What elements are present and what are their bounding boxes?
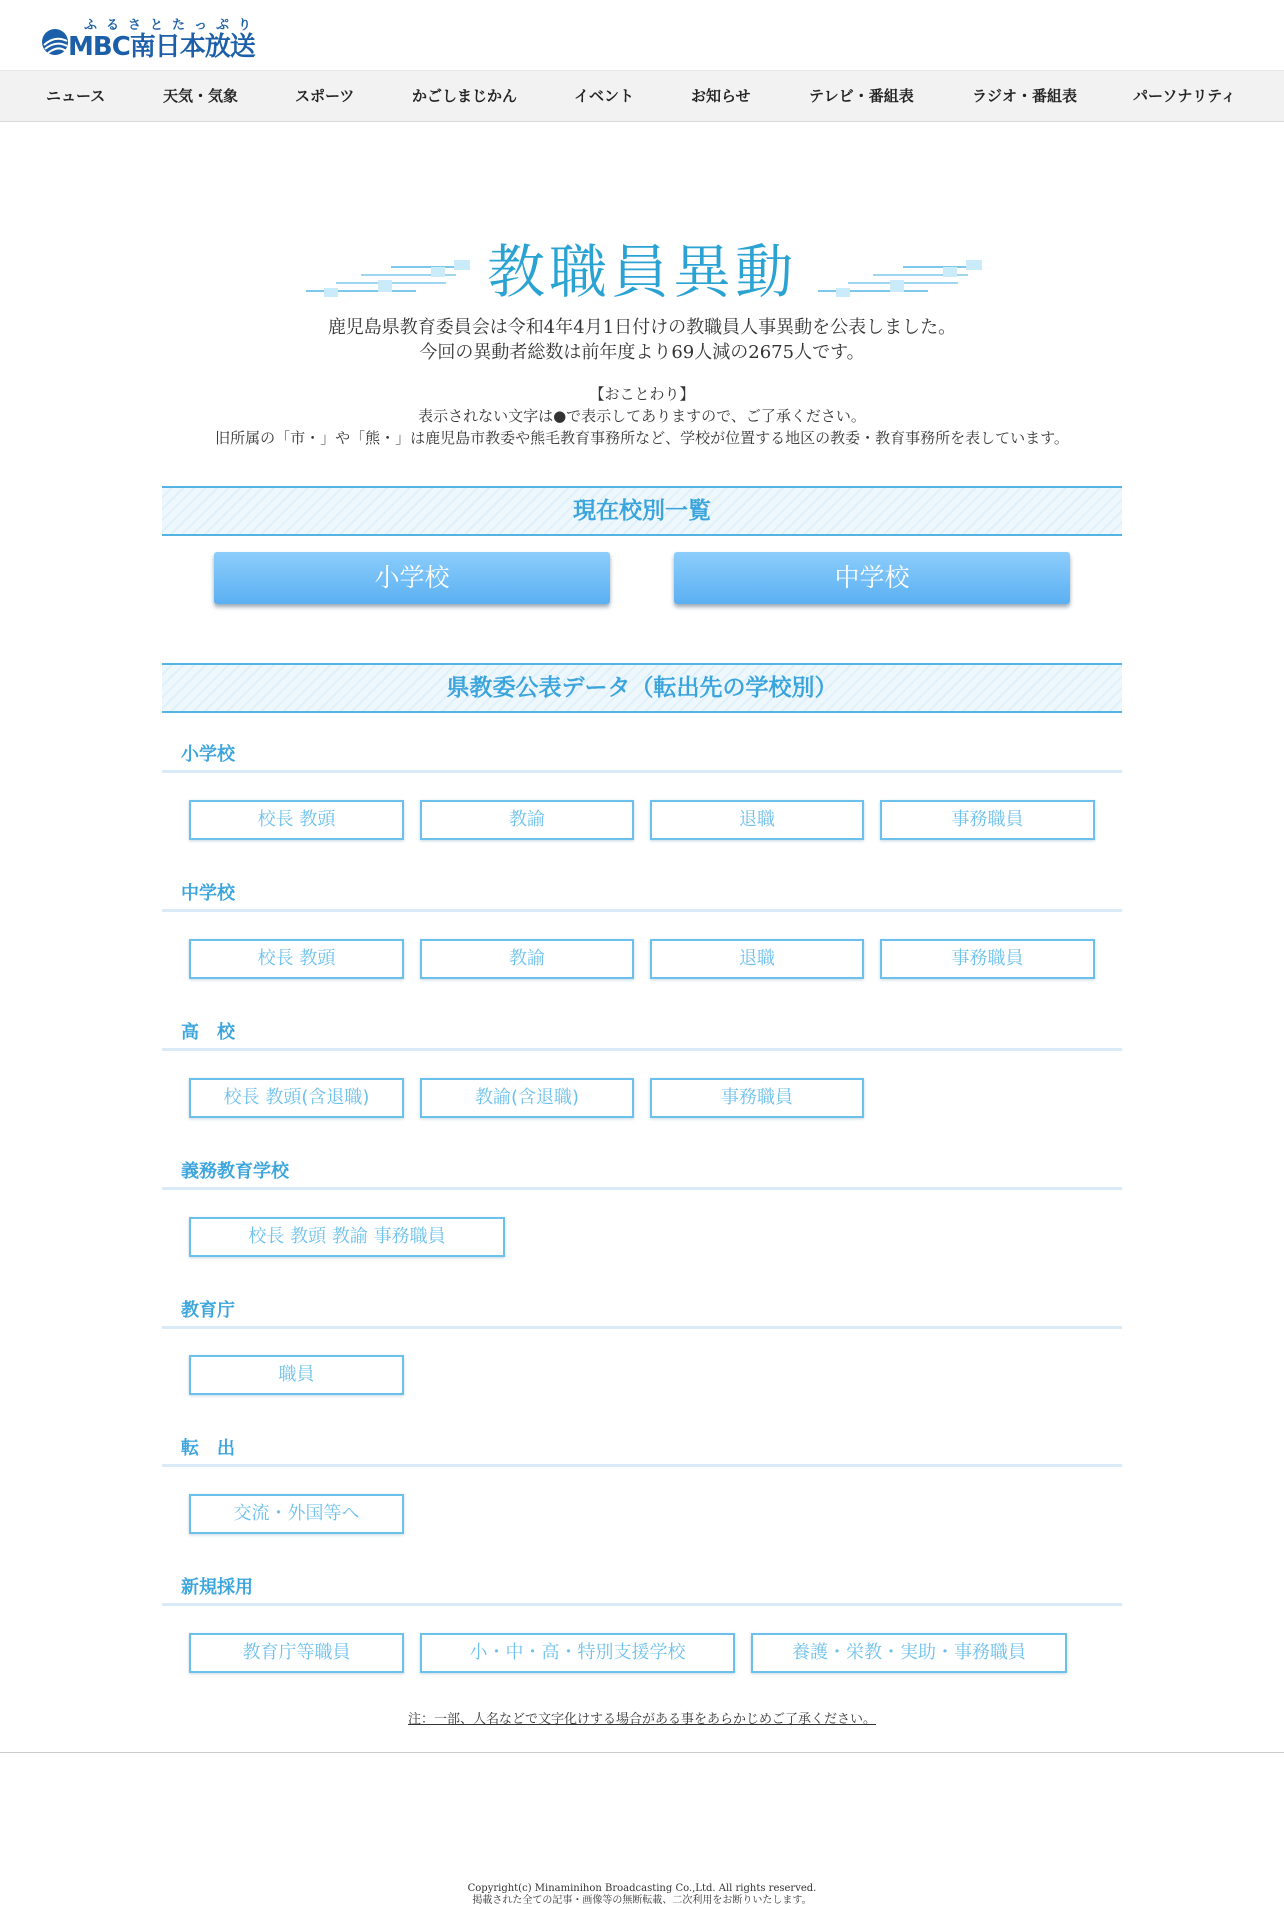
new-school-teachers-button[interactable]: 小・中・高・特別支援学校 xyxy=(420,1633,735,1673)
section-heading-current-school: 現在校別一覧 xyxy=(162,486,1122,536)
compulsory-all-staff-button[interactable]: 校長 教頭 教諭 事務職員 xyxy=(189,1217,505,1257)
category-junior-high xyxy=(162,881,1122,912)
intro-text xyxy=(0,315,1284,365)
nav-item-tv[interactable]: テレビ・番組表 xyxy=(809,87,914,105)
footer xyxy=(0,1883,1284,1907)
site-header xyxy=(0,0,1284,70)
hs-office-staff-button[interactable]: 事務職員 xyxy=(650,1078,864,1118)
nav-item-sports[interactable]: スポーツ xyxy=(295,87,355,105)
category-elementary xyxy=(162,742,1122,773)
jhs-principal-button[interactable]: 校長 教頭 xyxy=(189,939,404,979)
nav-item-kagoshima-jikan[interactable]: かごしまじかん xyxy=(412,87,518,105)
category-compulsory-school xyxy=(162,1159,1122,1190)
junior-high-school-button[interactable]: 中学校 xyxy=(674,552,1070,604)
hero xyxy=(0,225,1284,305)
nav-item-news[interactable]: ニュース xyxy=(46,87,106,105)
hs-teacher-button[interactable]: 教諭(含退職) xyxy=(420,1078,634,1118)
notice-title: 【おことわり】 xyxy=(589,385,695,403)
logo-tagline: ふるさとたっぷり xyxy=(84,18,261,33)
footer-divider xyxy=(0,1752,1284,1753)
category-label: 新規採用 xyxy=(181,1577,253,1598)
category-label: 中学校 xyxy=(181,883,235,904)
logo-swirl-icon xyxy=(40,27,70,57)
logo-text: MBC南日本放送 xyxy=(68,32,255,62)
category-label: 高 校 xyxy=(181,1022,235,1043)
elem-office-staff-button[interactable]: 事務職員 xyxy=(880,800,1095,840)
elementary-school-button[interactable]: 小学校 xyxy=(214,552,610,604)
disclaimer-note: 注：一部、人名などで文字化けする場合がある事をあらかじめご了承ください。 xyxy=(407,1712,876,1727)
hs-principal-button[interactable]: 校長 教頭(含退職) xyxy=(189,1078,404,1118)
category-new-hires xyxy=(162,1575,1122,1606)
category-label: 小学校 xyxy=(181,744,235,765)
intro-line: 今回の異動者総数は前年度より69人減の2675人です。 xyxy=(419,342,865,363)
main-nav xyxy=(0,70,1284,122)
section-heading-prefecture-data: 県教委公表データ（転出先の学校別） xyxy=(162,663,1122,713)
new-support-staff-button[interactable]: 養護・栄教・実助・事務職員 xyxy=(751,1633,1067,1673)
category-label: 転 出 xyxy=(181,1438,235,1459)
notice-text xyxy=(0,383,1284,449)
nav-item-personality[interactable]: パーソナリティ xyxy=(1133,87,1236,105)
page-title: 教職員異動 xyxy=(486,238,797,306)
transfer-abroad-button[interactable]: 交流・外国等へ xyxy=(189,1494,404,1534)
copyright-text: Copyright(c) Minaminihon Broadcasting Co.,Ltd. All rights reserved. xyxy=(467,1883,817,1894)
mbc-logo[interactable] xyxy=(40,14,261,62)
title-deco-right-icon xyxy=(818,247,988,297)
category-high-school xyxy=(162,1020,1122,1051)
agency-staff-button[interactable]: 職員 xyxy=(189,1355,404,1395)
category-label: 義務教育学校 xyxy=(181,1161,289,1182)
notice-line: 表示されない文字は●で表示してありますので、ご了承ください。 xyxy=(418,407,866,425)
category-label: 教育庁 xyxy=(181,1300,235,1321)
jhs-office-staff-button[interactable]: 事務職員 xyxy=(880,939,1095,979)
category-transfer-out xyxy=(162,1436,1122,1467)
nav-item-radio[interactable]: ラジオ・番組表 xyxy=(972,87,1078,105)
nav-item-notice[interactable]: お知らせ xyxy=(691,87,751,105)
jhs-retired-button[interactable]: 退職 xyxy=(650,939,864,979)
elem-teacher-button[interactable]: 教諭 xyxy=(420,800,634,840)
intro-line: 鹿児島県教育委員会は令和4年4月1日付けの教職員人事異動を公表しました。 xyxy=(327,317,957,338)
new-agency-staff-button[interactable]: 教育庁等職員 xyxy=(189,1633,404,1673)
elem-retired-button[interactable]: 退職 xyxy=(650,800,864,840)
notice-line: 旧所属の「市・」や「熊・」は鹿児島市教委や熊毛教育事務所など、学校が位置する地区の教委・教育事務所を表しています。 xyxy=(215,429,1069,447)
nav-item-event[interactable]: イベント xyxy=(574,87,635,105)
elem-principal-button[interactable]: 校長 教頭 xyxy=(189,800,404,840)
reproduction-notice: 掲載された全ての記事・画像等の無断転載、二次利用をお断りいたします。 xyxy=(472,1895,812,1906)
nav-item-weather[interactable]: 天気・気象 xyxy=(163,87,239,105)
jhs-teacher-button[interactable]: 教諭 xyxy=(420,939,634,979)
category-education-agency xyxy=(162,1298,1122,1329)
